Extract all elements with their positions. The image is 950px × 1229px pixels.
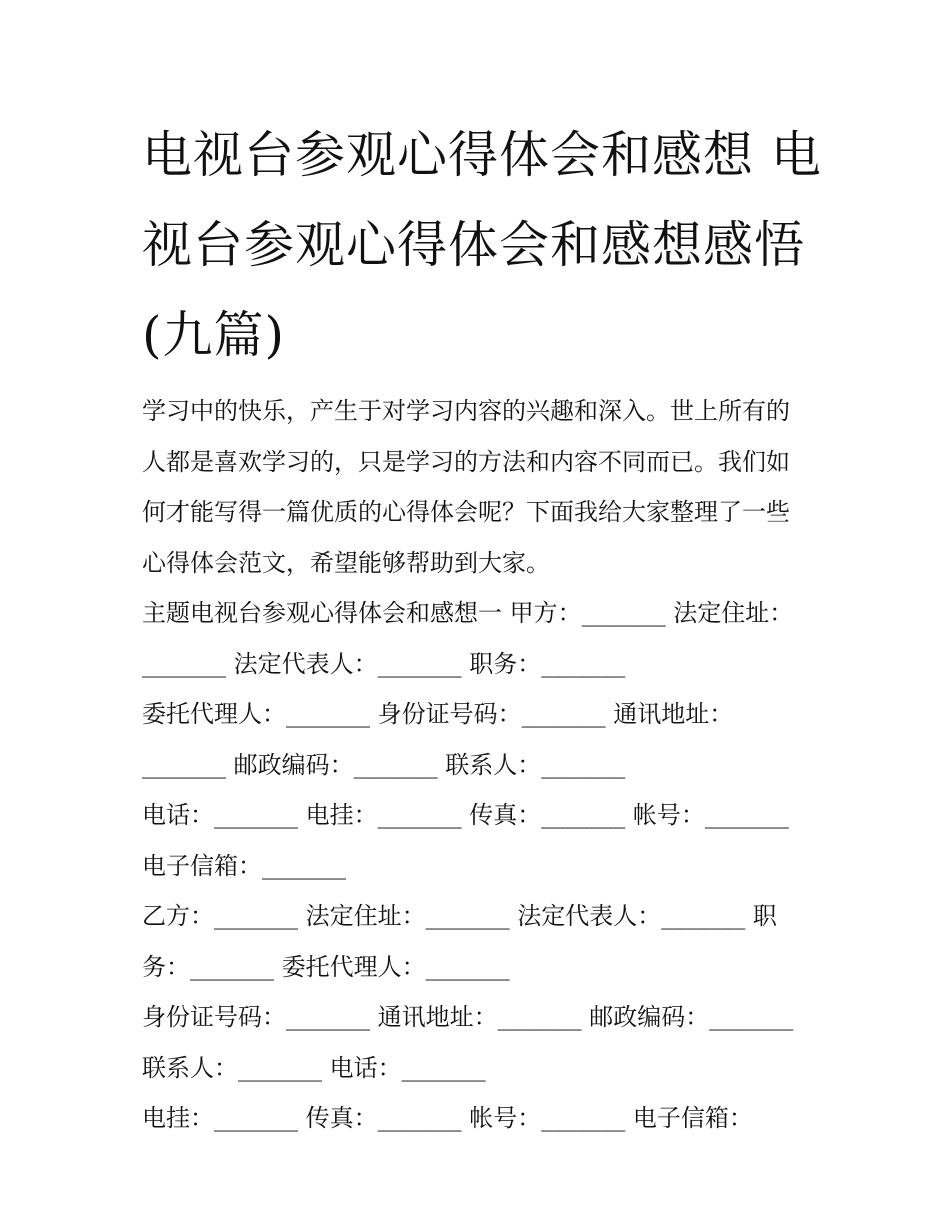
field-line: 乙方：_______ 法定住址：_______ 法定代表人：_______ 职	[142, 902, 777, 930]
intro-paragraph	[142, 386, 822, 588]
field-line: 主题电视台参观心得体会和感想一 甲方：_______ 法定住址：	[142, 599, 794, 627]
field-line: _______ 邮政编码：_______ 联系人：_______	[142, 750, 626, 779]
intro-line: 何才能写得一篇优质的心得体会呢？下面我给大家整理了一些	[142, 498, 790, 526]
intro-line: 人都是喜欢学习的，只是学习的方法和内容不同而已。我们如	[142, 447, 790, 476]
title-line: 电视台参观心得体会和感想 电	[142, 126, 822, 184]
document-page	[142, 110, 822, 1144]
title-line: (九篇)	[142, 306, 286, 364]
field-line: 电话：_______ 电挂：_______ 传真：_______ 帐号：_______	[142, 801, 789, 829]
field-line: 委托代理人：_______ 身份证号码：_______ 通讯地址：	[142, 700, 734, 728]
contract-fields	[142, 588, 822, 1144]
field-line: 电挂：_______ 传真：_______ 帐号：_______ 电子信箱：	[142, 1104, 753, 1132]
title-line: 视台参观心得体会和感想感悟	[142, 216, 805, 274]
intro-line: 学习中的快乐，产生于对学习内容的兴趣和深入。世上所有的	[142, 397, 790, 425]
field-line: 务：_______ 委托代理人：_______	[142, 952, 510, 981]
field-line: 电子信箱：_______	[142, 851, 346, 880]
field-line: 联系人：_______ 电话：_______	[142, 1053, 486, 1082]
field-line: _______ 法定代表人：_______ 职务：_______	[142, 649, 626, 678]
field-line: 身份证号码：_______ 通讯地址：_______ 邮政编码：_______	[142, 1003, 794, 1031]
intro-line: 心得体会范文，希望能够帮助到大家。	[142, 548, 550, 577]
document-title	[142, 110, 822, 380]
